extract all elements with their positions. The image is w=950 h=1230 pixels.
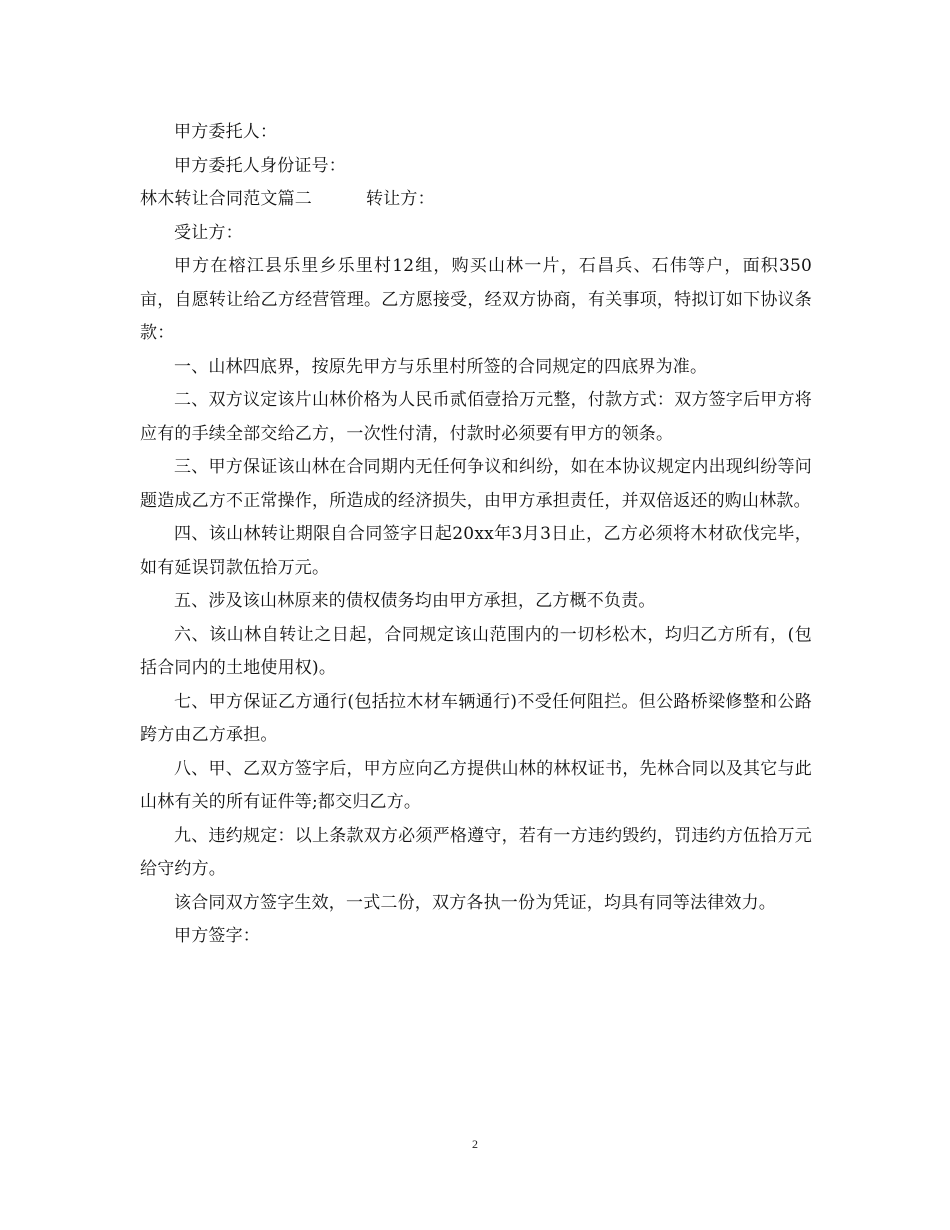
clause-6: 六、该山林自转让之日起，合同规定该山范围内的一切杉松木，均归乙方所有，(包括合同内的土地使用权)。 [140, 624, 812, 678]
paragraph-client-id: 甲方委托人身份证号： [174, 155, 346, 176]
clause-5: 五、涉及该山林原来的债权债务均由甲方承担，乙方概不负责。 [174, 591, 656, 611]
clause-3: 三、甲方保证该山林在合同期内无任何争议和纠纷，如在本协议规定内出现纠纷等问题造成乙方不正常操作，所造成的经济损失，由甲方承担责任，并双倍返还的购山林款。 [140, 457, 812, 511]
document-title: 林木转让合同范文篇二 [140, 189, 312, 209]
clause-9: 九、违约规定：以上条款双方必须严格遵守，若有一方违约毁约，罚违约方伍拾万元给守约方。 [140, 825, 812, 879]
paragraph-effect: 该合同双方签字生效，一式二份，双方各执一份为凭证，均具有同等法律效力。 [174, 892, 776, 913]
heading-line [140, 183, 812, 217]
party-a-signature: 甲方签字： [174, 926, 260, 946]
clause-1: 一、山林四底界，按原先甲方与乐里村所签的合同规定的四底界为准。 [174, 356, 708, 377]
paragraph-intro: 甲方在榕江县乐里乡乐里村12组，购买山林一片，石昌兵、石伟等户，面积350亩，自愿转让给乙方经营管理。乙方愿接受，经双方协商，有关事项，特拟订如下协议条款： [140, 256, 812, 343]
page-number: 2 [472, 1137, 478, 1151]
paragraph-client: 甲方委托人： [174, 122, 278, 142]
clause-2: 二、双方议定该片山林价格为人民币贰佰壹拾万元整，付款方式：双方签字后甲方将应有的手续全部交给乙方，一次性付清，付款时必须要有甲方的领条。 [140, 390, 812, 444]
clause-7: 七、甲方保证乙方通行(包括拉木材车辆通行)不受任何阻拦。但公路桥梁修整和公路跨方由乙方承担。 [140, 691, 812, 745]
paragraph-transferee: 受让方： [174, 222, 243, 243]
document-body [140, 116, 812, 954]
transferor-label: 转让方： [366, 189, 435, 209]
clause-4: 四、该山林转让期限自合同签字日起20xx年3月3日止，乙方必须将木材砍伐完毕，如有延误罚款伍拾万元。 [140, 524, 812, 578]
clause-8: 八、甲、乙双方签字后，甲方应向乙方提供山林的林权证书，先林合同以及其它与此山林有关的所有证件等;都交归乙方。 [140, 758, 812, 812]
